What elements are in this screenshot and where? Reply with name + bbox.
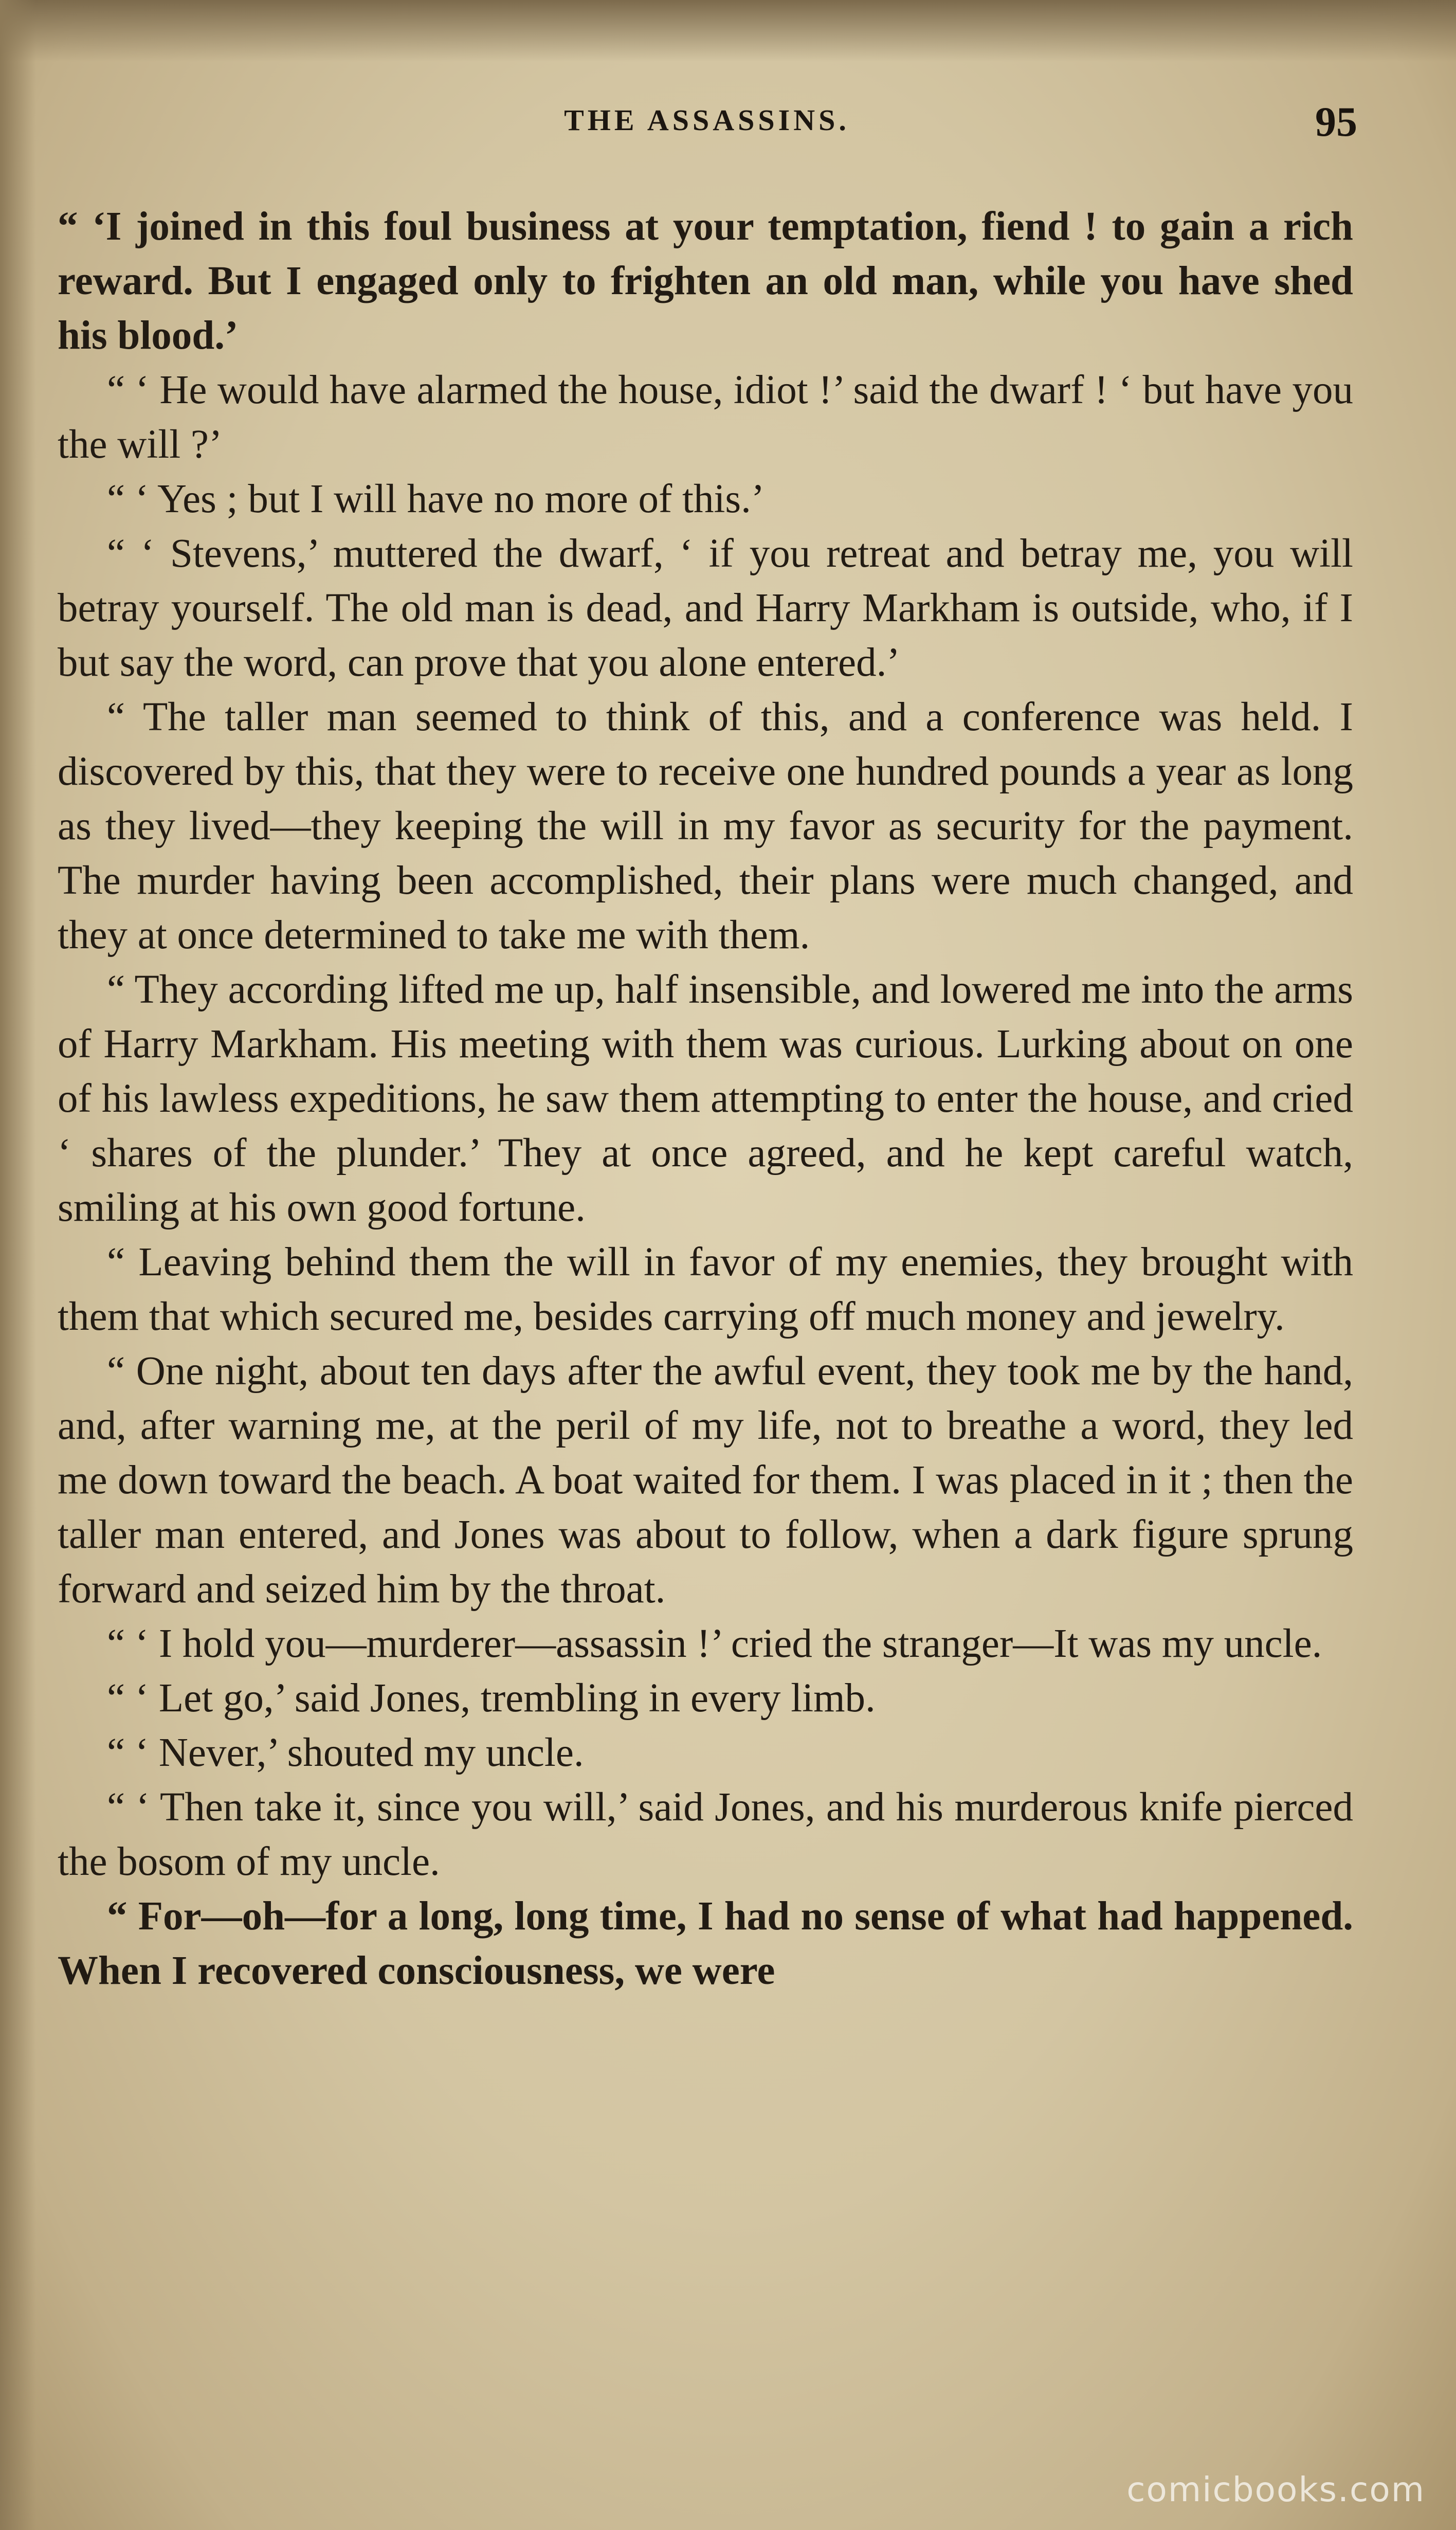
paragraph: “ Leaving behind them the will in favor of my enemies, they brought with them that which secured me, besides carrying off much money and jewelry.: [58, 1240, 1353, 1339]
page-header: [57, 98, 1357, 154]
paragraph: “ The taller man seemed to think of this, and a conference was held. I discovered by this, that they were to receive one hundred pounds a year as long as they lived—they keeping the will in my favor as security for the payment. The murder having been accomplished, their plans were much changed, and they at once determined to take me with them.: [58, 695, 1353, 957]
paragraph: “ ‘ Stevens,’ muttered the dwarf, ‘ if you retreat and betray me, you will betray yourself. The old man is dead, and Harry Markham is outside, who, if I but say the word, can prove that you alone entered.’: [58, 531, 1353, 685]
watermark: comicbooks.com: [1126, 2470, 1425, 2509]
running-head: THE ASSASSINS.: [564, 103, 850, 137]
paragraph: “ They according lifted me up, half insensible, and lowered me into the arms of Harry Markham. His meeting with them was curious. Lurking about on one of his lawless expeditions, he saw them attempting to enter the house, and cried ‘ shares of the plunder.’ They at once agreed, and he kept careful watch, smiling at his own good fortune.: [58, 967, 1353, 1230]
paragraph: “ ‘ Let go,’ said Jones, trembling in every limb.: [107, 1676, 876, 1721]
paragraph: “ ‘ Then take it, since you will,’ said Jones, and his murderous knife pierced the bosom of my uncle.: [58, 1785, 1353, 1884]
body-text: [58, 200, 1353, 1998]
page-number: 95: [1315, 98, 1357, 145]
page-edge-shadow-left: [0, 0, 36, 2530]
page-edge-shadow-top: [0, 0, 1456, 62]
paragraph: “ For—oh—for a long, long time, I had no sense of what had happened. When I recovered consciousness, we were: [58, 1894, 1353, 1993]
paragraph: “ ‘ Yes ; but I will have no more of this.’: [107, 477, 765, 521]
paragraph: “ One night, about ten days after the awful event, they took me by the hand, and, after warning me, at the peril of my life, not to breathe a word, they led me down toward the beach. A boat waited for them. I was placed in it ; then the taller man entered, and Jones was about to follow, when a dark figure sprung forward and seized him by the throat.: [58, 1349, 1353, 1612]
paragraph: “ ‘ I hold you—murderer—assassin !’ cried the stranger—It was my uncle.: [107, 1621, 1322, 1666]
paragraph: “ ‘ He would have alarmed the house, idiot !’ said the dwarf ! ‘ but have you the will ?’: [58, 368, 1353, 467]
paragraph: “ ‘I joined in this foul business at your temptation, fiend ! to gain a rich reward. But I engaged only to frighten an old man, while you have shed his blood.’: [58, 204, 1353, 358]
paragraph: “ ‘ Never,’ shouted my uncle.: [107, 1730, 584, 1775]
